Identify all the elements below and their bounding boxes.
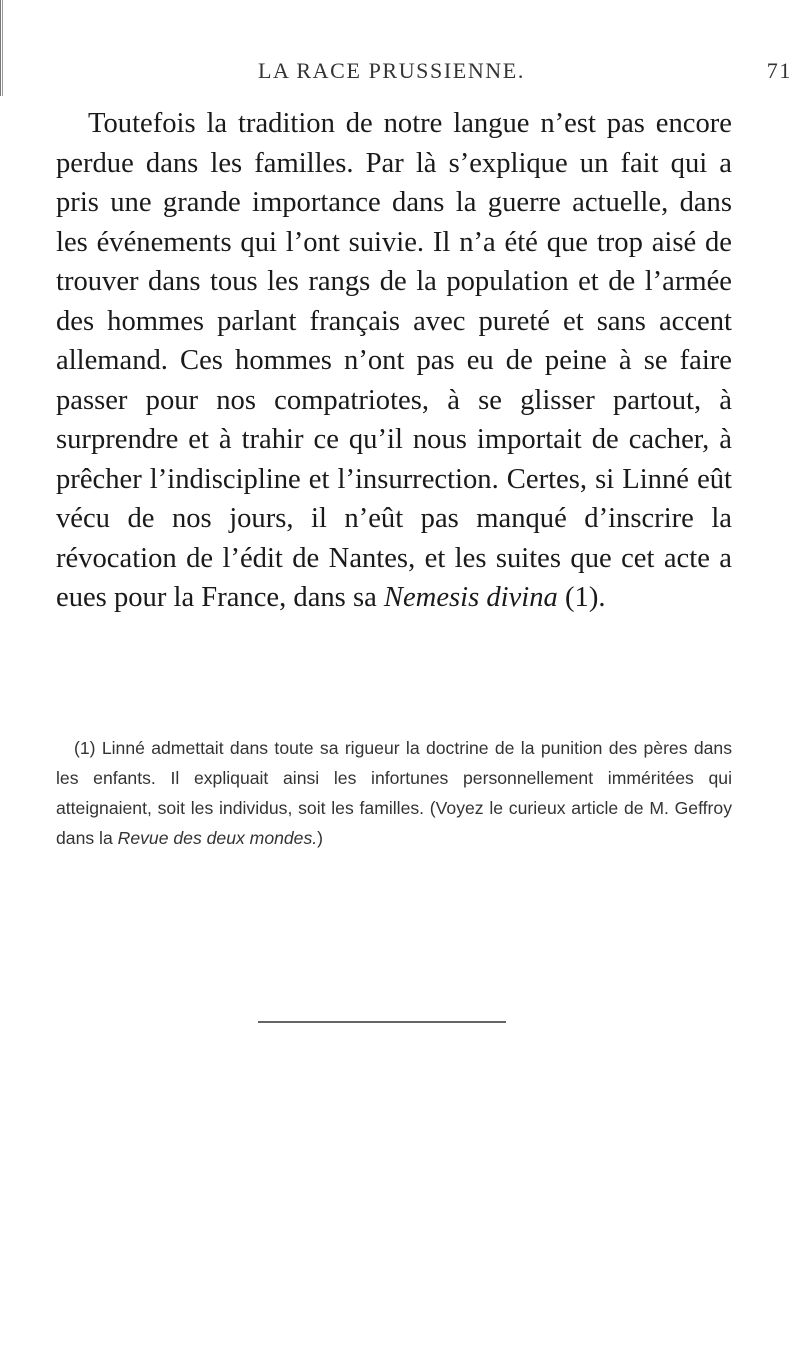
body-paragraph: [56, 104, 732, 618]
footnote: [56, 733, 732, 853]
page-number: 71: [766, 58, 792, 83]
footnote-reference: (1).: [557, 582, 606, 613]
footnote-closing: ): [317, 828, 324, 848]
footnote-text: (1) Linné admettait dans toute sa rigueur la doctrine de la punition des pères dans les enfants. Il expliquait ainsi les infortunes personnellement imméritées qui atteignaient, soit les individus, soit les familles. (Voyez le curieux article de M. Geffroy dans la: [56, 738, 732, 848]
footnote-paragraph: [56, 733, 732, 853]
paragraph-text: Toutefois la tradition de notre langue n’est pas encore perdue dans les familles. Par là s’explique un fait qui a pris une grande importance dans la guerre actuelle, dans les événements qui l’ont suivie. Il n’a été que trop aisé de trouver dans tous les rangs de la population et de l’armée des hommes parlant français avec pureté et sans accent allemand. Ces hommes n’ont pas eu de peine à se faire passer pour nos compatriotes, à se glisser partout, à surprendre et à trahir ce qu’il nous importait de cacher, à prêcher l’indiscipline et l’insurrection. Certes, si Linné eût vécu de nos jours, il n’eût pas manqué d’inscrire la révocation de l’édit de Nantes, et les suites que cet acte a eues pour la France, dans sa: [56, 108, 732, 613]
italic-work-title: Nemesis divina: [383, 582, 558, 613]
main-text: [56, 104, 732, 618]
running-title: LA RACE PRUSSIENNE.: [258, 58, 525, 83]
horizontal-rule: [258, 1021, 506, 1023]
footnote-italic-source: Revue des deux mondes.: [117, 828, 318, 848]
running-header: [258, 58, 792, 88]
binding-edge: [0, 0, 3, 96]
